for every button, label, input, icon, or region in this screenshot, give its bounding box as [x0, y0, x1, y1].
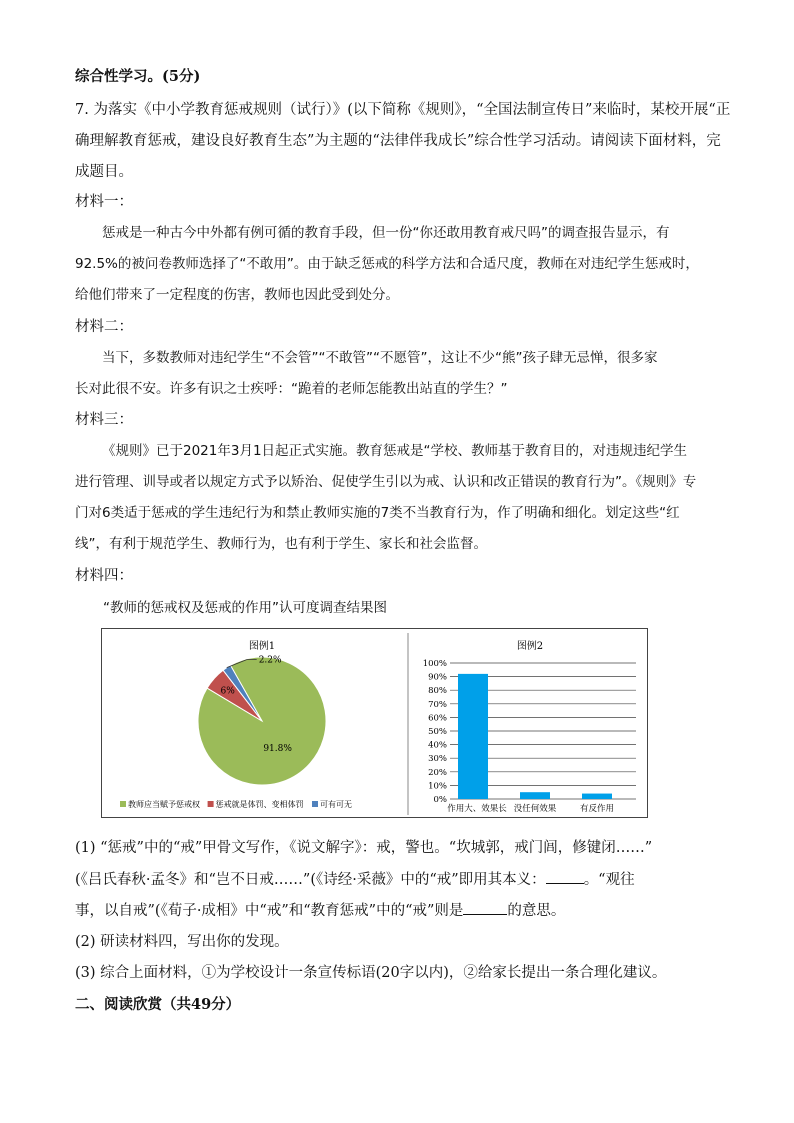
legend-label: 教师应当赋予惩戒权 [128, 800, 200, 809]
x-tick-label: 没任何效果 [513, 804, 557, 814]
material-3-line-2: 进行管理、训导或者以规定方式予以矫治、促使学生引以为戒、认识和改正错误的教育行为”。《规则》专 [75, 474, 697, 490]
pie-data-label: 2.2% [258, 655, 282, 666]
legend-swatch [120, 801, 126, 807]
x-tick-label: 作用大、效果长 [447, 804, 507, 814]
y-tick-label: 0% [433, 795, 447, 805]
subquestion-1-line-1: (1) “惩戒”中的“戒”甲骨文写作，《说文解字》：戒，警也。“坎城郭，戒门闾，修键闭……” [75, 840, 653, 856]
subquestion-1-line-2-tail: 。“观往 [583, 872, 635, 888]
material-3-line-3: 门对6类适于惩戒的学生违纪行为和禁止教师实施的7类不当教育行为，作了明确和细化。划定这些“红 [75, 505, 680, 521]
question-line-3: 成题目。 [75, 164, 133, 180]
material-3-title: 材料三： [75, 412, 133, 428]
y-tick-label: 90% [428, 672, 447, 683]
bar [582, 794, 612, 799]
answer-blank-2[interactable] [463, 900, 507, 915]
pie-data-label: 6% [220, 686, 235, 697]
y-tick-label: 80% [428, 686, 447, 697]
material-2-line-1: 当下，多数教师对违纪学生“不会管”“不敢管”“不愿管”，这让不少“熊”孩子肆无忌惮，很多家 [102, 350, 658, 366]
subquestion-1-line-3-tail: 的意思。 [507, 903, 566, 919]
y-tick-label: 10% [428, 781, 447, 792]
subquestion-1-line-2-text: (《吕氏春秋·孟冬》和“岂不日戒……”(《诗经·采薇》中的“戒”即用其本义： [75, 872, 546, 888]
subquestion-2: (2) 研读材料四，写出你的发现。 [75, 934, 289, 950]
bar [458, 674, 488, 799]
answer-blank-1[interactable] [546, 869, 584, 884]
y-tick-label: 100% [422, 659, 447, 669]
material-2-line-2: 长对此很不安。许多有识之士疾呼：“跪着的老师怎能教出站直的学生？” [75, 381, 508, 397]
question-line-1: 7. 为落实《中小学教育惩戒规则（试行）》(以下简称《规则》，“全国法制宣传日”来临时，某校开展“正 [75, 102, 731, 118]
part-two-heading: 二、阅读欣赏（共49分） [75, 996, 241, 1013]
material-2-title: 材料二： [75, 319, 133, 335]
pie-data-label: 91.8% [263, 744, 292, 755]
legend-swatch [312, 801, 318, 807]
y-tick-label: 30% [428, 754, 447, 765]
y-tick-label: 50% [428, 727, 447, 737]
material-1-line-3: 给他们带来了一定程度的伤害，教师也因此受到处分。 [75, 287, 399, 303]
material-4-title: 材料四： [75, 568, 133, 584]
material-3-line-1: 《规则》已于2021年3月1日起正式实施。教育惩戒是“学校、教师基于教育目的，对违规违纪学生 [102, 443, 688, 459]
subquestion-1-line-3 [75, 900, 565, 921]
material-1-title: 材料一： [75, 194, 133, 210]
question-line-2: 确理解教育惩戒，建设良好教育生态”为主题的“法律伴我成长”综合性学习活动。请阅读下面材料，完 [75, 133, 721, 149]
bar [520, 792, 550, 799]
bar-chart-title: 图例2 [516, 641, 544, 652]
material-1-line-2: 92.5%的被问卷教师选择了“不敢用”。由于缺乏惩戒的科学方法和合适尺度，教师在对违纪学生惩戒时， [75, 256, 699, 272]
legend-swatch [208, 801, 214, 807]
pie-chart [120, 639, 352, 809]
legend-label: 可有可无 [320, 800, 352, 809]
material-3-line-4: 线”，有利于规范学生、教师行为，也有利于学生、家长和社会监督。 [75, 536, 487, 552]
material-1-line-1: 惩戒是一种古今中外都有例可循的教育手段，但一份“你还敢用教育戒尺吗”的调查报告显示，有 [102, 225, 670, 241]
y-tick-label: 60% [428, 713, 447, 724]
subquestion-3: (3) 综合上面材料，①为学校设计一条宣传标语(20字以内)，②给家长提出一条合理化建议。 [75, 965, 667, 981]
y-tick-label: 70% [428, 699, 447, 710]
section-heading: 综合性学习。(5分) [75, 68, 201, 85]
bar-chart [423, 639, 636, 814]
survey-charts [102, 629, 647, 817]
pie-chart-title: 图例1 [248, 641, 276, 652]
chart-caption: “教师的惩戒权及惩戒的作用”认可度调查结果图 [103, 600, 387, 616]
y-tick-label: 40% [428, 740, 447, 751]
y-tick-label: 20% [428, 767, 447, 778]
subquestion-1-line-2 [75, 869, 635, 890]
subquestion-1-line-3-text: 事，以自戒”(《荀子·成相》中“戒”和“教育惩戒”中的“戒”则是 [75, 903, 464, 919]
x-tick-label: 有反作用 [579, 804, 615, 814]
chart-container [101, 628, 648, 818]
legend-label: 惩戒就是体罚、变相体罚 [215, 800, 304, 809]
